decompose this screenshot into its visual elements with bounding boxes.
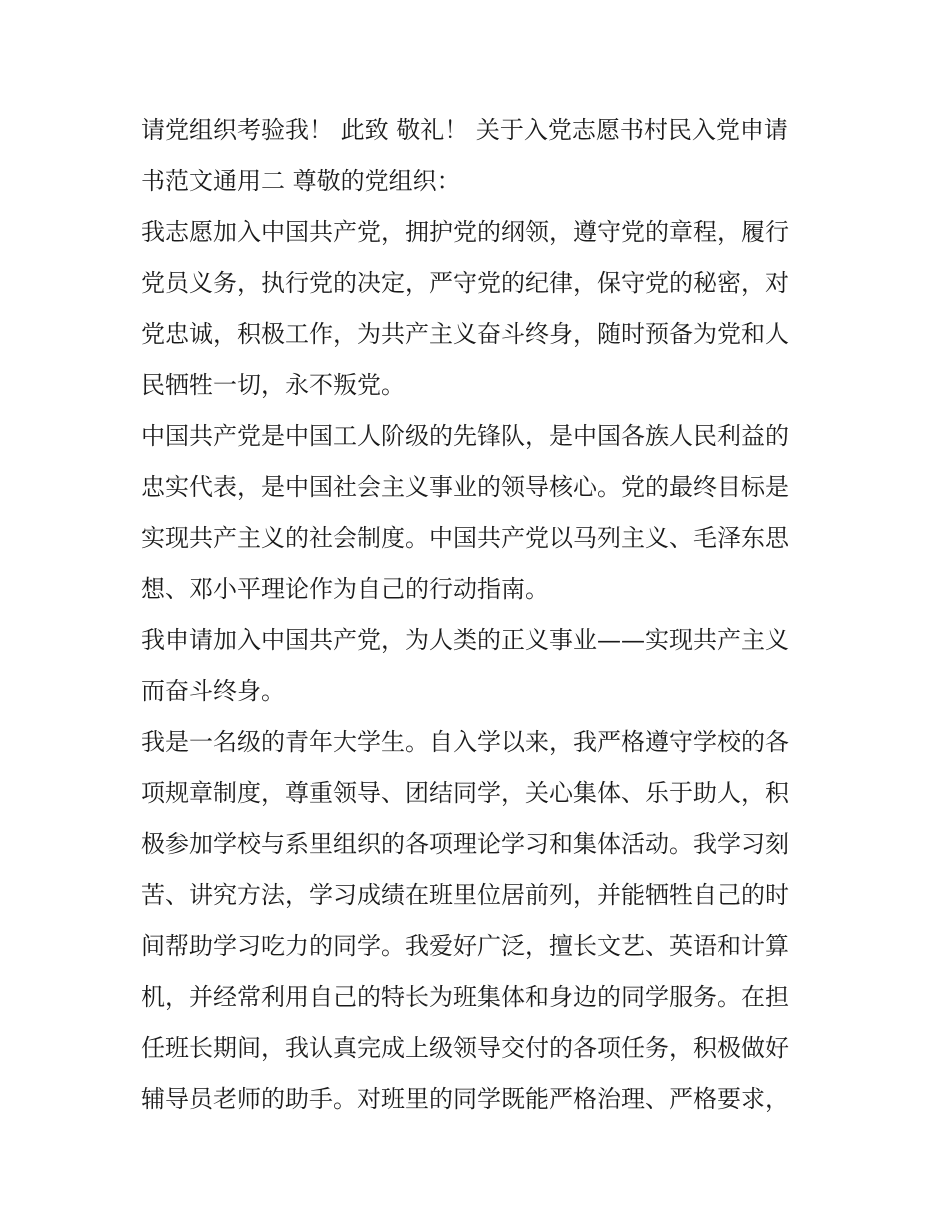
text-line: 党忠诚，积极工作，为共产主义奋斗终身，随时预备为党和人 <box>141 320 789 348</box>
text-line: 辅导员老师的助手。对班里的同学既能严格治理、严格要求， <box>141 1085 789 1113</box>
text-line: 我申请加入中国共产党，为人类的正义事业——实现共产主义 <box>141 626 789 654</box>
text-line: 苦、讲究方法，学习成绩在班里位居前列，并能牺牲自己的时 <box>141 881 789 909</box>
text-line: 书范文通用二 尊敬的党组织： <box>141 167 461 195</box>
text-line: 而奋斗终身。 <box>141 677 285 705</box>
text-line: 民牺牲一切，永不叛党。 <box>141 371 405 399</box>
text-line: 项规章制度，尊重领导、团结同学，关心集体、乐于助人，积 <box>141 779 789 807</box>
document-body <box>141 105 821 1125</box>
text-line: 想、邓小平理论作为自己的行动指南。 <box>141 575 549 603</box>
text-line: 请党组织考验我！ 此致 敬礼！ 关于入党志愿书村民入党申请 <box>141 116 788 144</box>
text-line: 任班长期间，我认真完成上级领导交付的各项任务，积极做好 <box>141 1034 789 1062</box>
text-line: 中国共产党是中国工人阶级的先锋队，是中国各族人民利益的 <box>141 422 789 450</box>
text-line: 我志愿加入中国共产党，拥护党的纲领，遵守党的章程，履行 <box>141 218 789 246</box>
text-line: 极参加学校与系里组织的各项理论学习和集体活动。我学习刻 <box>141 830 789 858</box>
text-line: 党员义务，执行党的决定，严守党的纪律，保守党的秘密，对 <box>141 269 789 297</box>
text-line: 忠实代表，是中国社会主义事业的领导核心。党的最终目标是 <box>141 473 789 501</box>
text-line: 机，并经常利用自己的特长为班集体和身边的同学服务。在担 <box>141 983 789 1011</box>
text-line: 我是一名级的青年大学生。自入学以来，我严格遵守学校的各 <box>141 728 789 756</box>
text-line: 实现共产主义的社会制度。中国共产党以马列主义、毛泽东思 <box>141 524 789 552</box>
text-line: 间帮助学习吃力的同学。我爱好广泛，擅长文艺、英语和计算 <box>141 932 789 960</box>
